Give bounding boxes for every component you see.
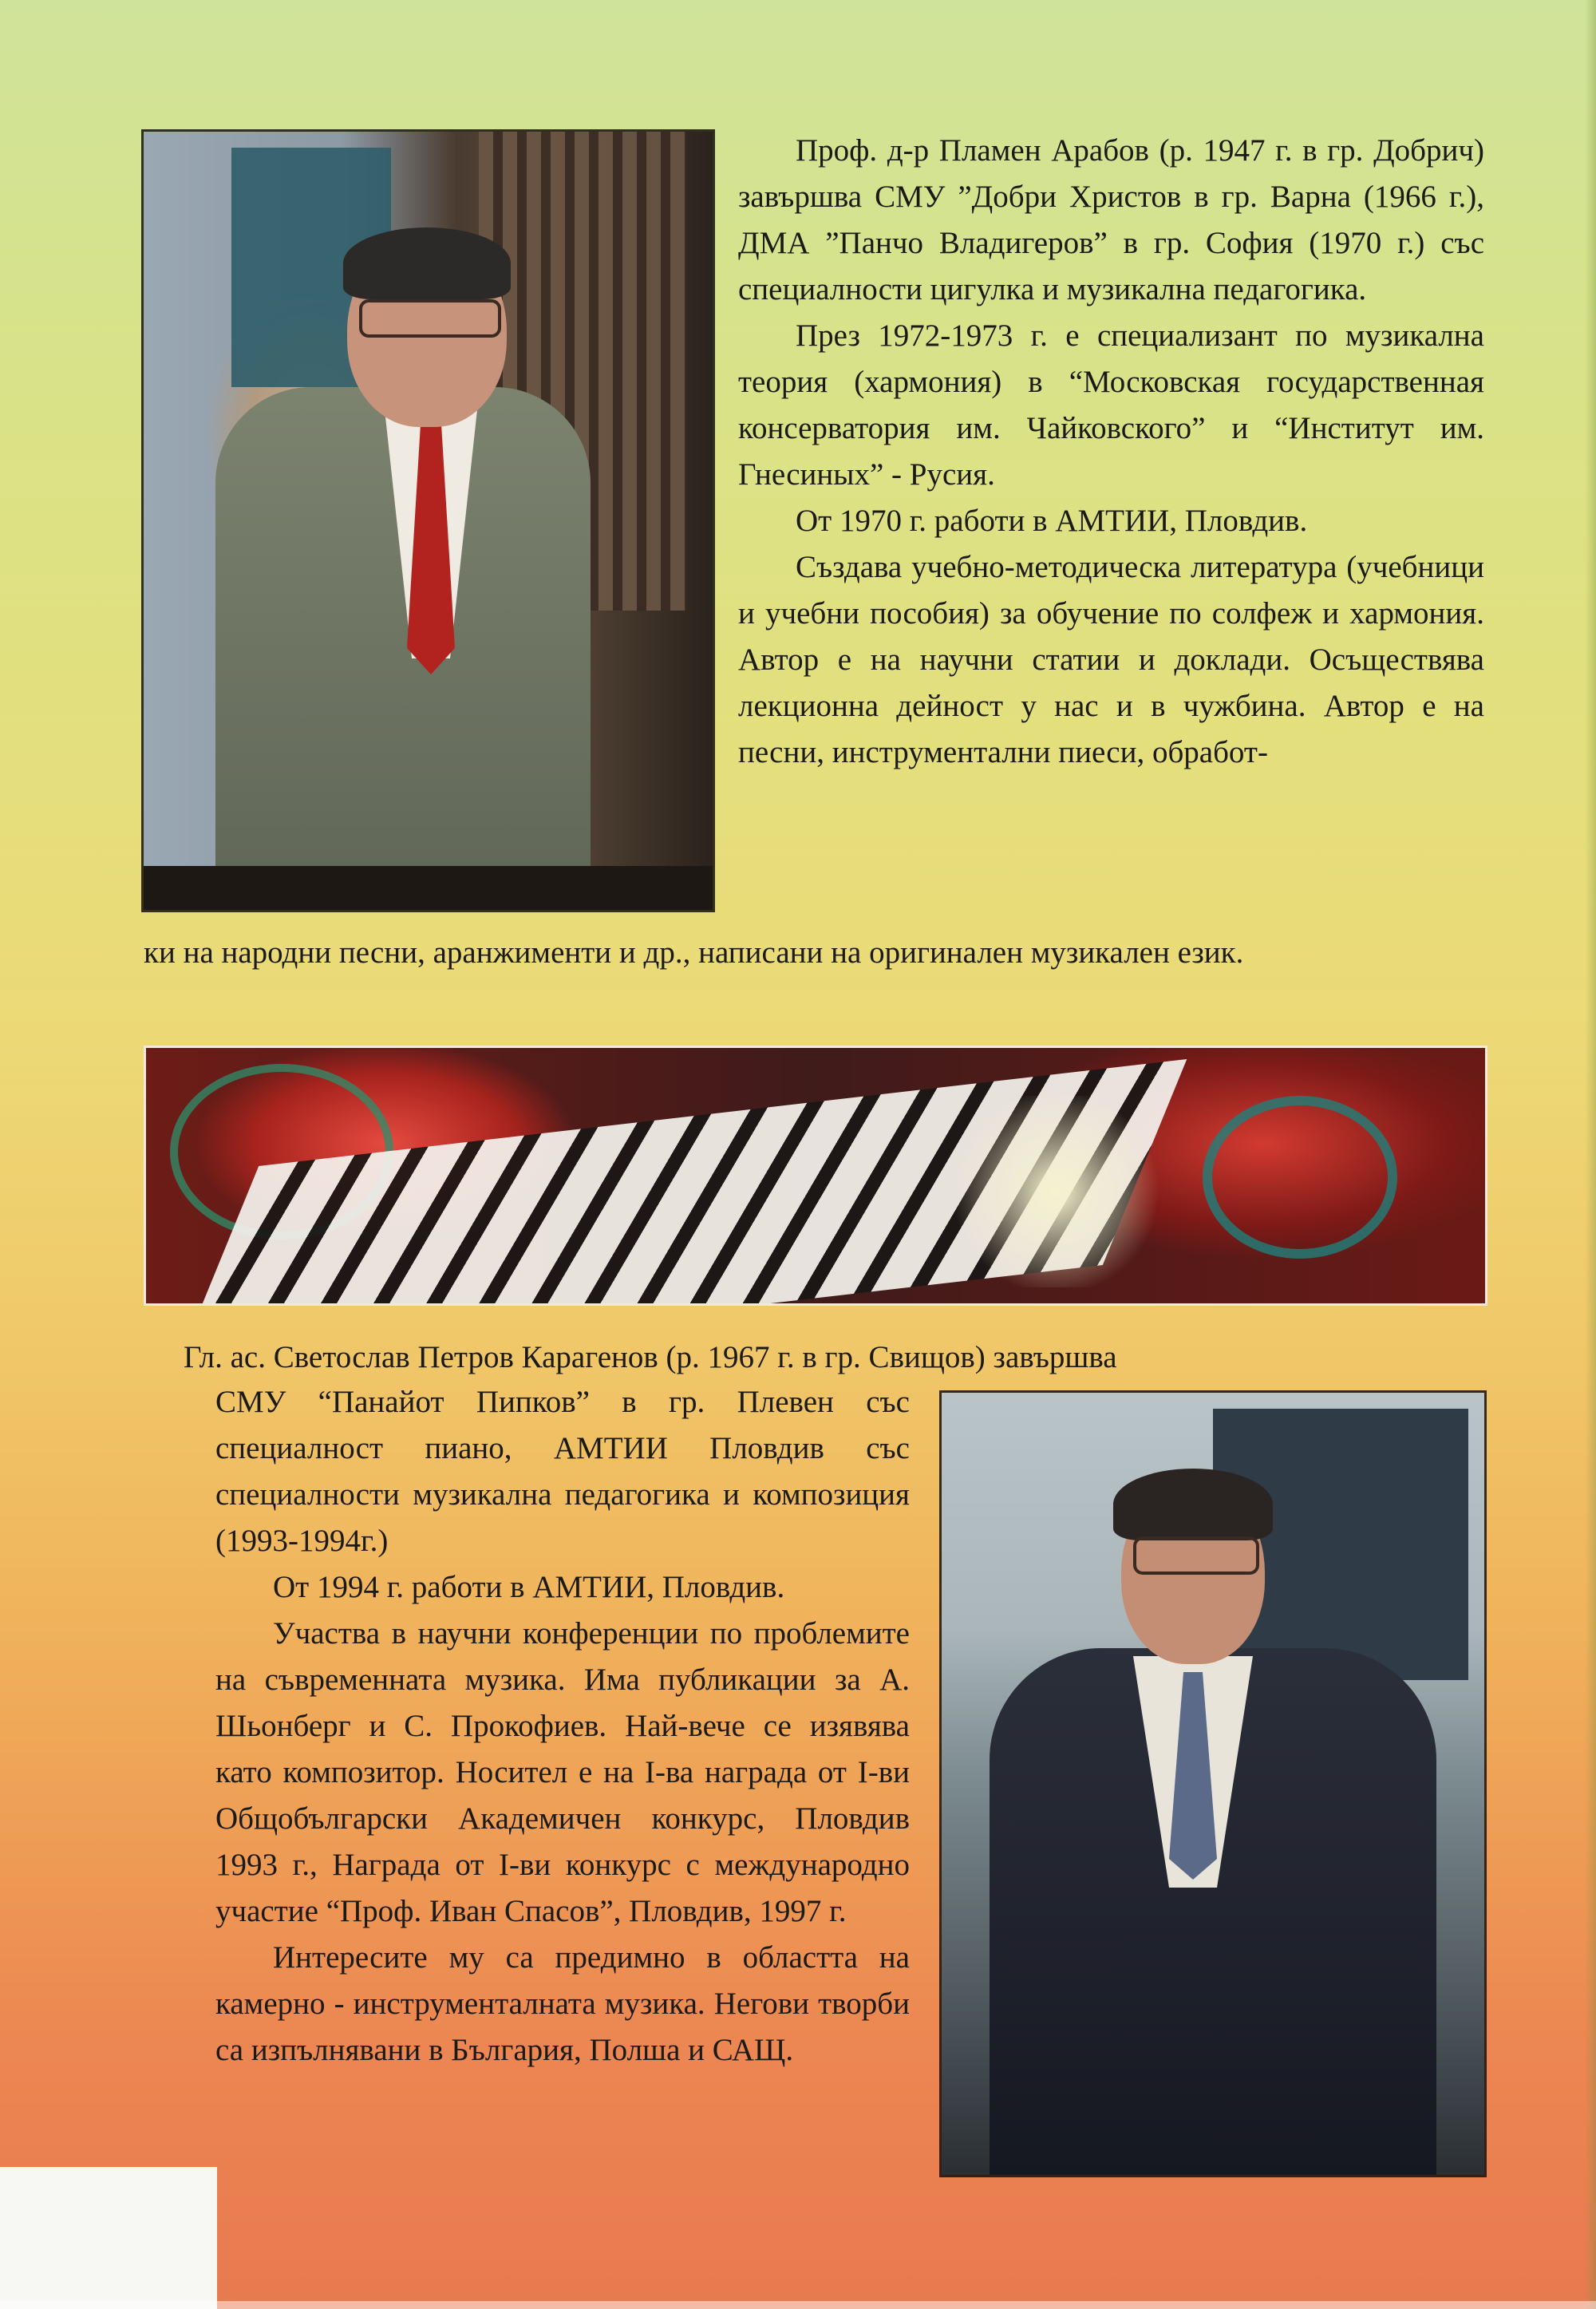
bio-karagenov-first-line: Гл. ас. Светослав Петров Карагенов (р. 1967 г. в гр. Свищов) завършва — [184, 1340, 1117, 1374]
bio-arabov-paragraph-2: През 1972-1973 г. е специализант по музикална теория (хармония) в “Московская государственная консерватория им. Чайковского” и “Институт им. Гнесиных” - Русия. — [738, 318, 1484, 492]
hair — [343, 227, 511, 299]
bio-arabov-paragraph-4-tail: ки на народни песни, аранжименти и др., написани на оригинален музикален език. — [144, 935, 1244, 970]
bio-karagenov — [215, 1379, 910, 2074]
glasses — [1133, 1536, 1259, 1575]
hair — [1113, 1469, 1273, 1540]
piano-art-banner — [144, 1046, 1487, 1306]
bio-arabov-paragraph-3: От 1970 г. работи в АМТИИ, Пловдив. — [796, 504, 1308, 538]
glasses — [359, 299, 501, 338]
page-bottom-edge — [0, 2301, 1596, 2309]
white-sticker — [0, 2167, 217, 2309]
bio-karagenov-heading — [184, 1334, 1483, 1381]
bio-arabov-tail — [144, 930, 1483, 976]
bio-arabov-paragraph-1: Проф. д-р Пламен Арабов (р. 1947 г. в гр. Добрич) завършва СМУ ”Добри Христов в гр. Варна (1966 г.), ДМА ”Панчо Владигеров” в гр. София (1970 г.) със специалности цигулка и музикална педагогика. — [738, 133, 1484, 306]
swirl-ornament-right — [1203, 1096, 1397, 1259]
bio-arabov — [738, 128, 1484, 776]
portrait-photo-karagenov — [942, 1393, 1484, 2175]
cover-edge — [1585, 0, 1596, 2309]
portrait-photo-arabov — [144, 132, 713, 910]
bio-karagenov-paragraph-2: От 1994 г. работи в АМТИИ, Пловдив. — [273, 1570, 785, 1604]
light-glow — [944, 1096, 1167, 1287]
bio-arabov-paragraph-4: Създава учебно-методическа литература (учебници и учебни пособия) за обучение по солфеж и хармония. Автор е на научни статии и доклади. Осъществява лекционна дейност у нас и в чужбина. Автор е на песни, инструментални пиеси, обработ- — [738, 550, 1484, 769]
bio-karagenov-paragraph-4: Интересите му са предимно в областта на камерно - инструменталната музика. Негови творби са изпълнявани в България, Полша и САЩ. — [215, 1940, 910, 2067]
photo-shadow — [144, 866, 713, 910]
bio-karagenov-paragraph-1: СМУ “Панайот Пипков” в гр. Плевен със специалност пиано, АМТИИ Пловдив със специалности музикална педагогика и композиция (1993-1994г.) — [215, 1385, 910, 1558]
bio-karagenov-paragraph-3: Участва в научни конференции по проблемите на съвременната музика. Има публикации за А. Шьонберг и С. Прокофиев. Най-вече се изявява като композитор. Носител е на I-ва награда от I-ви Общобългарски Академичен конкурс, Пловдив 1993 г., Награда от I-ви конкурс с международно участие “Проф. Иван Спасов”, Пловдив, 1997 г. — [215, 1616, 910, 1928]
